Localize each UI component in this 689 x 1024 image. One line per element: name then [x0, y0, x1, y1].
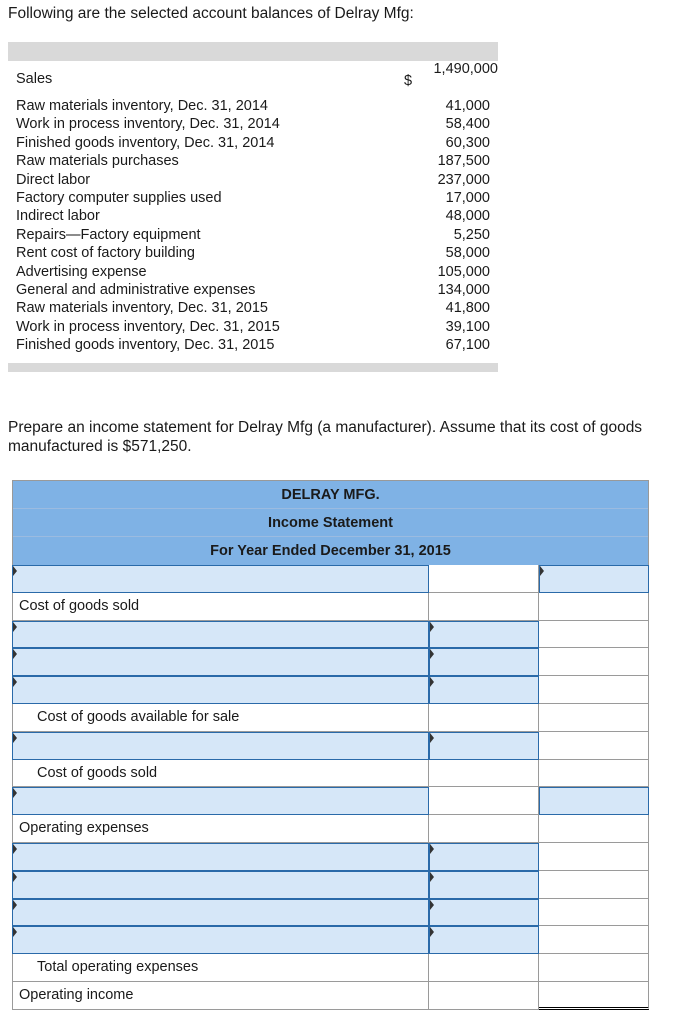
amount-cell-col1 — [429, 954, 539, 982]
balance-amount: 187,500 — [437, 153, 490, 170]
account-name-input[interactable] — [12, 871, 429, 899]
balance-amount: 237,000 — [437, 171, 490, 188]
row-label: Total operating expenses — [37, 959, 199, 976]
balance-label: Raw materials inventory, Dec. 31, 2014 — [16, 98, 268, 114]
row-label: Cost of goods available for sale — [37, 708, 240, 725]
statement-row — [12, 732, 649, 760]
amount-input-col1[interactable] — [429, 676, 539, 704]
balance-list — [8, 97, 498, 354]
balance-row — [8, 263, 498, 281]
balance-row — [8, 189, 498, 207]
account-name-input[interactable] — [12, 843, 429, 871]
row-label: Operating income — [19, 986, 134, 1003]
balance-amount: 17,000 — [445, 189, 490, 206]
balance-label: Repairs—Factory equipment — [16, 226, 201, 243]
row-label-cell — [12, 593, 429, 621]
dropdown-marker-icon — [13, 927, 17, 937]
balance-label: Finished goods inventory, Dec. 31, 2015 — [16, 337, 275, 354]
table-bottom-bar — [8, 363, 498, 372]
balance-label: Indirect labor — [16, 208, 100, 225]
instructions-text: Prepare an income statement for Delray Mfg (a manufacturer). Assume that its cost of goods manufactured is $571,250. — [8, 419, 643, 455]
dropdown-marker-icon — [13, 733, 17, 743]
statement-row — [12, 676, 649, 704]
balance-label: Work in process inventory, Dec. 31, 2014 — [16, 116, 280, 133]
amount-cell-col2 — [539, 871, 649, 899]
amount-cell-col2 — [539, 732, 649, 760]
balance-row — [8, 152, 498, 170]
statement-header — [12, 480, 649, 565]
row-label: Operating expenses — [19, 820, 149, 837]
balance-amount: 41,000 — [445, 98, 490, 114]
statement-row — [12, 621, 649, 649]
account-name-input[interactable] — [12, 621, 429, 649]
dropdown-marker-icon — [430, 622, 434, 632]
dropdown-marker-icon — [430, 733, 434, 743]
balance-amount: 58,000 — [445, 245, 490, 262]
amount-input-col1[interactable] — [429, 732, 539, 760]
amount-cell-col2 — [539, 676, 649, 704]
dropdown-marker-icon — [430, 927, 434, 937]
amount-cell-col2 — [539, 704, 649, 732]
statement-row — [12, 593, 649, 621]
sales-label: Sales — [16, 71, 53, 87]
balance-label: Advertising expense — [16, 263, 147, 280]
statement-row — [12, 899, 649, 927]
row-label-cell — [12, 704, 429, 732]
amount-cell-col2 — [539, 621, 649, 649]
balance-amount: 105,000 — [437, 263, 490, 280]
row-label: Cost of goods sold — [37, 764, 158, 781]
sales-row — [8, 61, 498, 101]
statement-period: For Year Ended December 31, 2015 — [210, 543, 451, 559]
balance-row — [8, 336, 498, 354]
amount-input-col1[interactable] — [429, 843, 539, 871]
balance-row — [8, 299, 498, 317]
amount-cell-col1 — [429, 593, 539, 621]
amount-cell-col1 — [429, 982, 539, 1010]
statement-row — [12, 787, 649, 815]
balance-amount: 41,800 — [445, 300, 490, 317]
dropdown-marker-icon — [430, 872, 434, 882]
income-statement — [12, 480, 649, 1010]
amount-input-col2[interactable] — [539, 787, 649, 815]
balance-amount: 48,000 — [445, 208, 490, 225]
statement-rows — [12, 565, 649, 1010]
amount-cell-col2 — [539, 926, 649, 954]
balance-row — [8, 171, 498, 189]
balance-row — [8, 115, 498, 133]
statement-row — [12, 565, 649, 593]
statement-row — [12, 760, 649, 788]
amount-cell-col2 — [539, 843, 649, 871]
amount-cell-col1 — [429, 815, 539, 843]
balance-label: Raw materials purchases — [16, 153, 179, 170]
statement-row — [12, 843, 649, 871]
balance-row — [8, 244, 498, 262]
balance-label: Work in process inventory, Dec. 31, 2015 — [16, 318, 280, 335]
row-label-cell — [12, 815, 429, 843]
dropdown-marker-icon — [13, 872, 17, 882]
balance-amount: 5,250 — [453, 226, 490, 243]
dropdown-marker-icon — [430, 649, 434, 659]
statement-row — [12, 815, 649, 843]
table-top-bar — [8, 42, 498, 61]
balance-row — [8, 226, 498, 244]
dropdown-marker-icon — [13, 900, 17, 910]
balance-label: Finished goods inventory, Dec. 31, 2014 — [16, 134, 275, 151]
account-name-input[interactable] — [12, 926, 429, 954]
statement-row — [12, 982, 649, 1010]
dropdown-marker-icon — [430, 844, 434, 854]
statement-row — [12, 648, 649, 676]
dropdown-marker-icon — [13, 622, 17, 632]
amount-cell-col1 — [429, 704, 539, 732]
account-name-input[interactable] — [12, 648, 429, 676]
amount-input-col1[interactable] — [429, 871, 539, 899]
balance-label: Raw materials inventory, Dec. 31, 2015 — [16, 300, 268, 317]
balance-row — [8, 281, 498, 299]
row-label: Cost of goods sold — [19, 597, 140, 614]
balance-amount: 134,000 — [437, 281, 490, 298]
dropdown-marker-icon — [13, 677, 17, 687]
balance-label: Direct labor — [16, 171, 91, 188]
balance-row — [8, 207, 498, 225]
balance-amount: 39,100 — [445, 318, 490, 335]
amount-cell-col2 — [539, 648, 649, 676]
account-balances-table — [8, 42, 498, 354]
account-name-input[interactable] — [12, 899, 429, 927]
amount-cell-col1 — [429, 565, 539, 593]
amount-cell-col2 — [539, 982, 649, 1010]
intro-text: Following are the selected account balances of Delray Mfg: — [8, 5, 414, 22]
statement-row — [12, 954, 649, 982]
amount-cell-col2 — [539, 760, 649, 788]
statement-title: Income Statement — [268, 515, 393, 531]
amount-input-col1[interactable] — [429, 648, 539, 676]
statement-row — [12, 704, 649, 732]
row-label-cell — [12, 954, 429, 982]
account-name-input[interactable] — [12, 565, 429, 593]
account-name-input[interactable] — [12, 787, 429, 815]
balance-label: General and administrative expenses — [16, 281, 256, 298]
amount-input-col1[interactable] — [429, 926, 539, 954]
balance-row — [8, 318, 498, 336]
dropdown-marker-icon — [13, 566, 17, 576]
amount-cell-col1 — [429, 760, 539, 788]
amount-input-col2[interactable] — [539, 565, 649, 593]
row-label-cell — [12, 760, 429, 788]
balance-amount: 67,100 — [445, 337, 490, 354]
dropdown-marker-icon — [430, 677, 434, 687]
sales-amount: 1,490,000 — [433, 61, 498, 77]
dropdown-marker-icon — [540, 566, 544, 576]
dropdown-marker-icon — [13, 649, 17, 659]
balance-row — [8, 134, 498, 152]
balance-row — [8, 97, 498, 115]
balance-amount: 58,400 — [445, 116, 490, 133]
dollar-sign: $ — [404, 73, 413, 89]
amount-cell-col2 — [539, 954, 649, 982]
company-name: DELRAY MFG. — [281, 487, 380, 503]
balance-label: Factory computer supplies used — [16, 189, 222, 206]
balance-amount: 60,300 — [445, 134, 490, 151]
amount-cell-col2 — [539, 593, 649, 621]
account-name-input[interactable] — [12, 676, 429, 704]
dropdown-marker-icon — [13, 788, 17, 798]
amount-input-col1[interactable] — [429, 621, 539, 649]
dropdown-marker-icon — [430, 900, 434, 910]
amount-cell-col2 — [539, 815, 649, 843]
dropdown-marker-icon — [13, 844, 17, 854]
account-name-input[interactable] — [12, 732, 429, 760]
amount-cell-col1 — [429, 787, 539, 815]
balance-label: Rent cost of factory building — [16, 245, 195, 262]
row-label-cell — [12, 982, 429, 1010]
amount-input-col1[interactable] — [429, 899, 539, 927]
statement-row — [12, 871, 649, 899]
amount-cell-col2 — [539, 899, 649, 927]
statement-row — [12, 926, 649, 954]
